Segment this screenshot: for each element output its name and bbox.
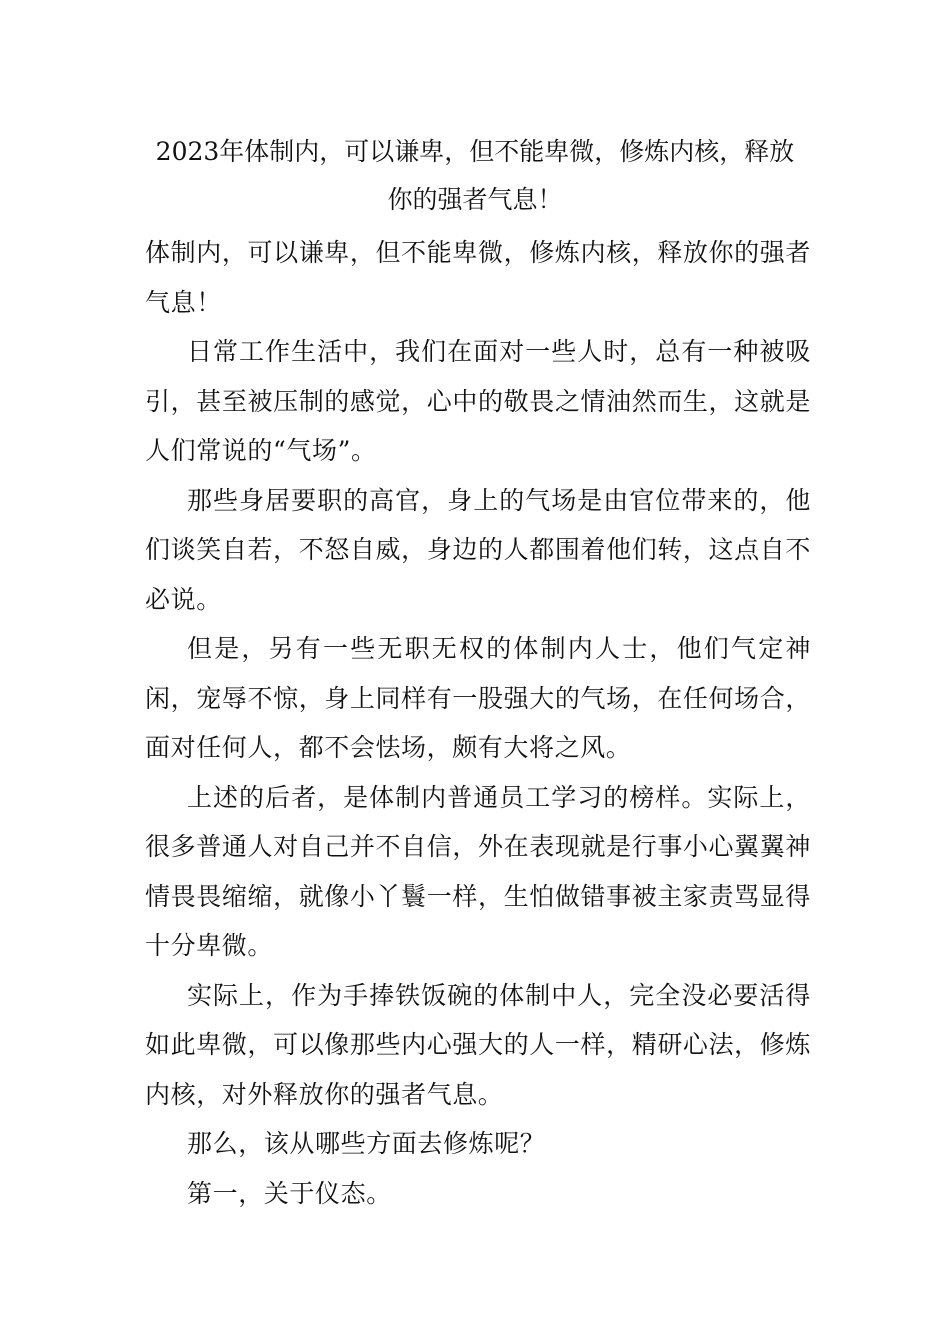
paragraph: 第一，关于仪态。 xyxy=(187,1178,392,1208)
document-body xyxy=(145,228,811,1218)
paragraph: 实际上，作为手捧铁饭碗的体制中人，完全没必要活得如此卑微，可以像那些内心强大的人一样，精研心法，修炼内核，对外释放你的强者气息。 xyxy=(145,980,811,1109)
paragraph-intro: 体制内，可以谦卑，但不能卑微，修炼内核，释放你的强者气息！ xyxy=(145,238,811,317)
paragraph: 日常工作生活中，我们在面对一些人时，总有一种被吸引，甚至被压制的感觉，心中的敬畏之情油然而生，这就是人们常说的“气场”。 xyxy=(145,337,811,465)
document-title xyxy=(140,128,810,224)
paragraph: 但是，另有一些无职无权的体制内人士，他们气定神闲，宠辱不惊，身上同样有一股强大的气场，在任何场合，面对任何人，都不会怯场，颇有大将之风。 xyxy=(145,634,811,762)
paragraph: 上述的后者，是体制内普通员工学习的榜样。实际上，很多普通人对自己并不自信，外在表现就是行事小心翼翼神情畏畏缩缩，就像小丫鬟一样，生怕做错事被主家责骂显得十分卑微。 xyxy=(145,782,811,960)
paragraph: 那些身居要职的高官，身上的气场是由官位带来的，他们谈笑自若，不怒自威，身边的人都围着他们转，这点自不必说。 xyxy=(145,485,811,614)
title-line-1: 2023年体制内，可以谦卑，但不能卑微，修炼内核，释放 xyxy=(155,137,795,166)
title-line-2: 你的强者气息！ xyxy=(387,185,563,214)
paragraph: 那么，该从哪些方面去修炼呢？ xyxy=(187,1129,546,1158)
